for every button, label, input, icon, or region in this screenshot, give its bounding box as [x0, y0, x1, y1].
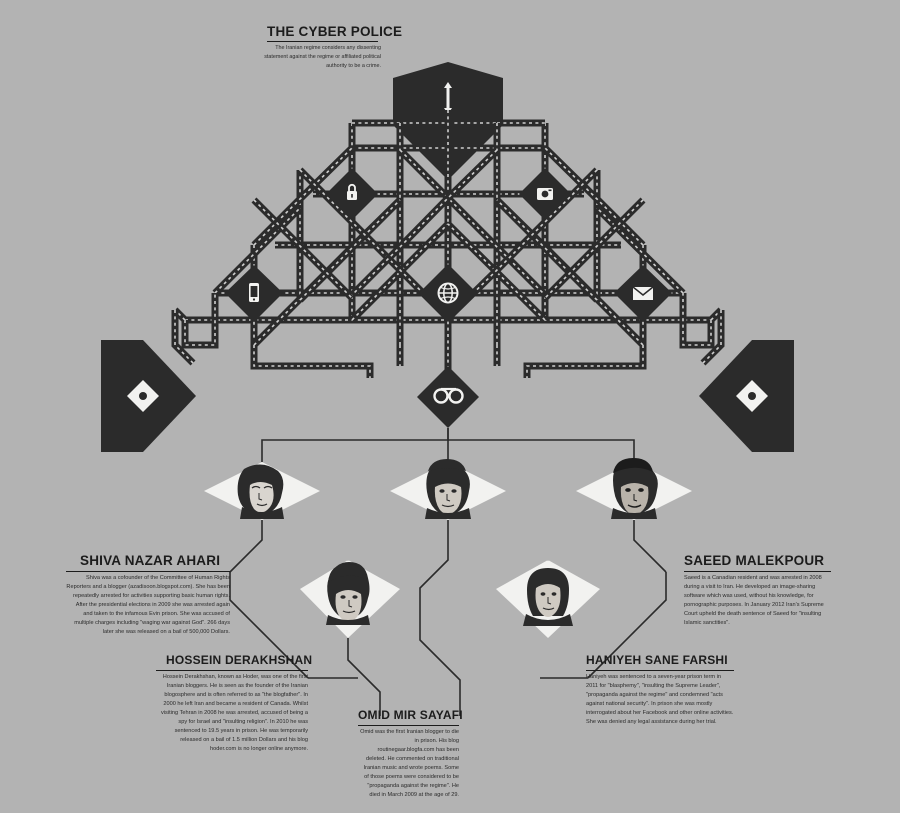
header-body: The Iranian regime considers any dissenting statement against the regime or affiliated political authority to be a crime.: [264, 45, 381, 69]
profile-rule-shiva: [66, 571, 230, 572]
node-lock: [326, 168, 378, 220]
node-mobile-phone: [225, 265, 283, 322]
top-arrow-shape: [393, 62, 503, 180]
header-rule: [267, 41, 378, 42]
portrait-shiva: [238, 464, 284, 519]
portrait-hossein: [326, 562, 370, 625]
profile-rule-haniyeh: [586, 670, 734, 671]
node-globe: [419, 264, 477, 322]
left-surveillance-wing: [101, 340, 196, 452]
profile-body-hossein: Hossein Derakhshan, known as Hoder, was one of the first Iranian bloggers. He is seen as the founder of the Iranian blogosphere and is often referred to as "the blogfather". In 2000 he left Iran and became a resident of Canada. Whilst visiting Tehran in 2008 he was arrested, accused of being a spy for Israel and "insulting religion". In 2010 he was sentenced to 19.5 years in prison. He was temporarily released on a bail of 1.5 million Dollars and his blog hoder.com is no longer online anymore.: [161, 674, 308, 753]
profile-rule-hossein: [156, 670, 308, 671]
profile-body-omid: Omid was the first Iranian blogger to die in prison. His blog routinegaar.blogfa.com has been deleted. He commented on traditional Iranian music and wrote poems. Some of those poems were considered to be "propaganda against the regime". He died in March 2009 at the age of 29.: [360, 729, 459, 799]
profile-body-shiva: Shiva was a cofounder of the Committee of Human Rights Reporters and a blogger (azadisoon.blogspot.com). She has been repeatedly arrested for activities supporting basic human rights. After the presidential elections in 2009 she was arrested again and taken to the infamous Evin prison. She was accused of multiple charges including "waging war against God". 266 days later she was released on a bail of 500,000 Dollars.: [66, 575, 230, 636]
profile-title-saeed: SAEED MALEKPOUR: [684, 553, 825, 568]
profile-rule-saeed: [684, 571, 831, 572]
profile-title-shiva: SHIVA NAZAR AHARI: [80, 553, 221, 568]
profile-title-omid: OMID MIR SAYAFI: [358, 708, 463, 722]
profile-body-haniyeh: Haniyeh was sentenced to a seven-year prison term in 2011 for "blasphemy", "insulting the Supreme Leader", "propaganda against the regime" and condemned "acts against national security". In prison she was mostly interrogated about her Facebook and other online activities. She was denied any legal assistance during her trial.: [586, 674, 734, 726]
circuit-network: [175, 110, 721, 397]
right-surveillance-wing: [699, 340, 794, 452]
portrait-saeed: [611, 458, 658, 519]
portrait-plates: [204, 462, 692, 638]
node-envelope: [614, 265, 672, 322]
profile-title-hossein: HOSSEIN DERAKHSHAN: [166, 653, 313, 667]
profile-rule-omid: [358, 725, 459, 726]
header-title: THE CYBER POLICE: [267, 24, 403, 39]
profile-title-haniyeh: HANIYEH SANE FARSHI: [586, 653, 728, 667]
portrait-omid: [425, 459, 471, 519]
handcuffs-node: [417, 366, 479, 428]
node-camera: [519, 168, 571, 220]
profile-body-saeed: Saeed is a Canadian resident and was arrested in 2008 during a visit to Iran. He developed an image-sharing software which was used, without his knowledge, for pornographic purposes. In January 2012 Iran's Supreme Court upheld the death sentence of Saeed for "insulting Islamic sanctities".: [684, 575, 824, 627]
portrait-haniyeh: [523, 568, 573, 626]
